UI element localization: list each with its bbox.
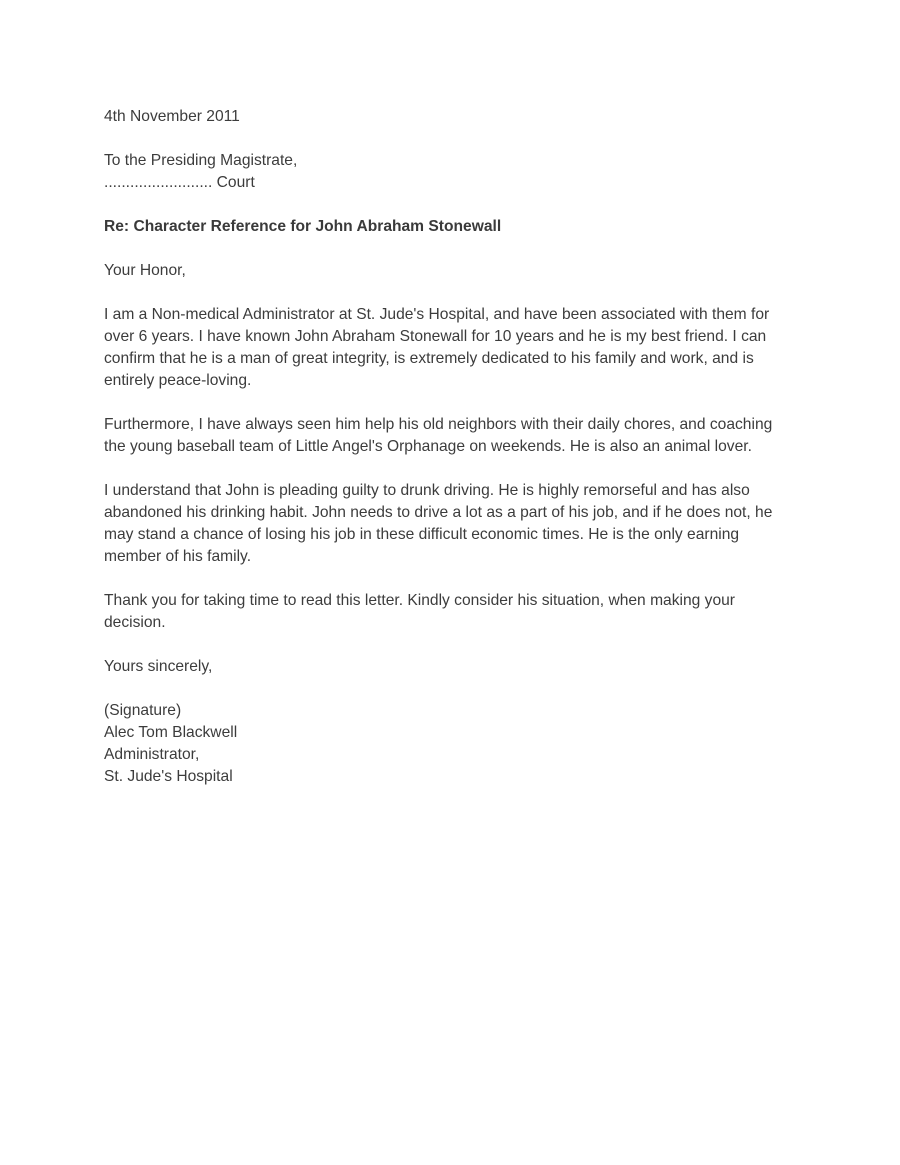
spacer bbox=[104, 194, 796, 216]
spacer bbox=[104, 392, 796, 414]
signature-placeholder: (Signature) bbox=[104, 702, 182, 719]
signer-title: Administrator, bbox=[104, 746, 200, 763]
body-paragraph-1: I am a Non-medical Administrator at St. Jude's Hospital, and have been associated with them for over 6 years. I have known John Abraham Stonewall for 10 years and he is my best friend. I can confirm that he is a man of great integrity, is extremely dedicated to his family and work, and is entirely peace-loving. bbox=[104, 306, 770, 389]
letter-date: 4th November 2011 bbox=[104, 108, 240, 125]
spacer bbox=[104, 282, 796, 304]
body-paragraph-4: Thank you for taking time to read this letter. Kindly consider his situation, when making your decision. bbox=[104, 592, 735, 631]
spacer bbox=[104, 678, 796, 700]
letter-body bbox=[104, 106, 796, 788]
salutation: Your Honor, bbox=[104, 262, 186, 279]
addressee-line-1: To the Presiding Magistrate, bbox=[104, 152, 298, 169]
signature-block bbox=[104, 700, 796, 788]
spacer bbox=[104, 128, 796, 150]
signer-organization: St. Jude's Hospital bbox=[104, 768, 233, 785]
spacer bbox=[104, 634, 796, 656]
signer-name: Alec Tom Blackwell bbox=[104, 724, 238, 741]
subject-line: Re: Character Reference for John Abraham Stonewall bbox=[104, 218, 502, 235]
closing-line: Yours sincerely, bbox=[104, 658, 213, 675]
addressee-block bbox=[104, 150, 796, 194]
body-paragraph-3: I understand that John is pleading guilty to drunk driving. He is highly remorseful and has also abandoned his drinking habit. John needs to drive a lot as a part of his job, and if he does not, he may stand a chance of losing his job in these difficult economic times. He is the only earning member of his family. bbox=[104, 482, 773, 565]
spacer bbox=[104, 238, 796, 260]
body-paragraph-2: Furthermore, I have always seen him help his old neighbors with their daily chores, and coaching the young baseball team of Little Angel's Orphanage on weekends. He is also an animal lover. bbox=[104, 416, 773, 455]
spacer bbox=[104, 568, 796, 590]
spacer bbox=[104, 458, 796, 480]
addressee-line-2: ......................... Court bbox=[104, 174, 255, 191]
